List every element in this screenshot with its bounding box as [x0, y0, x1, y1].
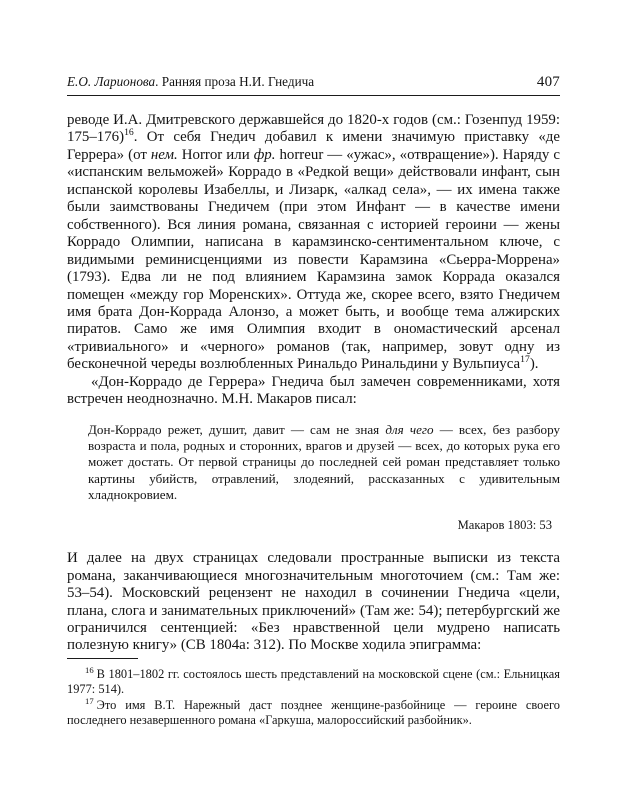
page-number: 407 — [536, 74, 560, 90]
paragraph-1-segment-3: Horror или — [177, 146, 254, 163]
running-head-author: Е.О. Ларионова — [67, 74, 156, 89]
quote-italic-dlya-chego: для чего — [385, 421, 434, 437]
paragraph-1-segment-4: horreur — «ужас», «отвращение»). Наряду с «испанским вельможей» Коррадо в «Редкой вещи» действовали инфант, сын испанской королевы Изабеллы, и Лизарк, «алкад села», — их имена также были заимствованы Гнедичем (при этом Инфант — в качестве имени собственного). Вся линия романа, связанная с историей героини — жены Коррадо Олимпии, написана в карамзинско-сентиментальном ключе, с видимыми реминисценциями из повести Карамзина «Сьерра-Моррена» (1793). Едва ли не под влиянием Карамзина замок Коррада оказался помещен «между гор Моренских». Оттуда же, скорее всего, взято Гнедичем имя брата Дон-Коррада Алонзо, а может быть, и вообще тема алжирских пиратов. Само же имя Олимпия входит в ономастический арсенал «тривиального» и «черного» романов (так, например, зовут одну из бесконечной череды возлюбленных Ринальдо Ринальдини у Вульпиуса — [67, 146, 560, 373]
footnote-17 — [67, 698, 560, 728]
footnotes-section — [67, 658, 560, 728]
paragraph-continued — [67, 112, 560, 374]
footnote-17-marker: 17 — [85, 696, 94, 707]
header-rule — [67, 95, 560, 96]
footnote-16-marker: 16 — [85, 664, 94, 675]
text-block — [67, 112, 560, 655]
quote-segment-1: Дон-Коррадо режет, душит, давит — сам не зная — [88, 421, 386, 437]
paragraph-1-segment-5: ). — [529, 356, 539, 373]
paragraph-1-segment-1: реводе И.А. Дмитревского державшейся до 1820-х годов (см.: Гозенпуд 1959: 175–176) — [67, 112, 560, 146]
quote-segment-2: — всех, без разбору возраста и пола, родных и сторонних, врагов и друзей — всех, до которых рука его может достать. От первой страницы до последней сей роман представляет только картины убийств, отравлений, злодеяний, рассказанных с удивительным хладнокровием. — [88, 421, 560, 502]
quote-citation: Макаров 1803: 53 — [457, 518, 552, 533]
running-head-article-title: Ранняя проза Н.И. Гнедича — [158, 74, 315, 89]
footnote-ref-16[interactable]: 16 — [124, 127, 134, 139]
footnote-separator-rule — [67, 658, 138, 659]
paragraph-2: «Дон-Коррадо де Геррера» Гнедича был замечен современниками, хотя встречен неоднозначно. М.Н. Макаров писал: — [67, 373, 560, 408]
quote-text — [88, 422, 560, 503]
footnote-16-text: В 1801–1802 гг. состоялось шесть представлений на московской сцене (см.: Ельницкая 1977: 514). — [67, 667, 560, 697]
footnote-ref-17[interactable]: 17 — [520, 354, 530, 366]
running-head-title — [67, 74, 314, 90]
paragraph-3: И далее на двух страницах следовали пространные выписки из текста романа, заканчивающиеся многозначительным многоточием (см.: Там же: 53–54). Московский рецензент не находил в сочинении Гнедича «цели, плана, слога и занимательных приключений» (Там же: 54); петербургский же ограничился сентенцией: «Без нравственной цели мудрено написать полезную книгу» (СВ 1804а: 312). По Москве ходила эпиграмма: — [67, 550, 560, 654]
footnote-17-text: Это имя В.Т. Нарежный даст позднее женщине-разбойнице — героине своего последнего незавершенного романа «Гаркуша, малороссийский разбойник». — [67, 698, 560, 728]
running-head — [67, 74, 560, 91]
paragraph-1-italic-nem: нем. — [150, 146, 178, 163]
paragraph-1-italic-fr: фр. — [253, 146, 276, 163]
footnote-16 — [67, 664, 560, 697]
block-quote — [88, 422, 560, 533]
running-head-separator: . — [155, 74, 159, 89]
paragraph-1-segment-2: . От себя Гнедич добавил к имени значимую приставку «де Геррера» (от — [67, 129, 560, 163]
